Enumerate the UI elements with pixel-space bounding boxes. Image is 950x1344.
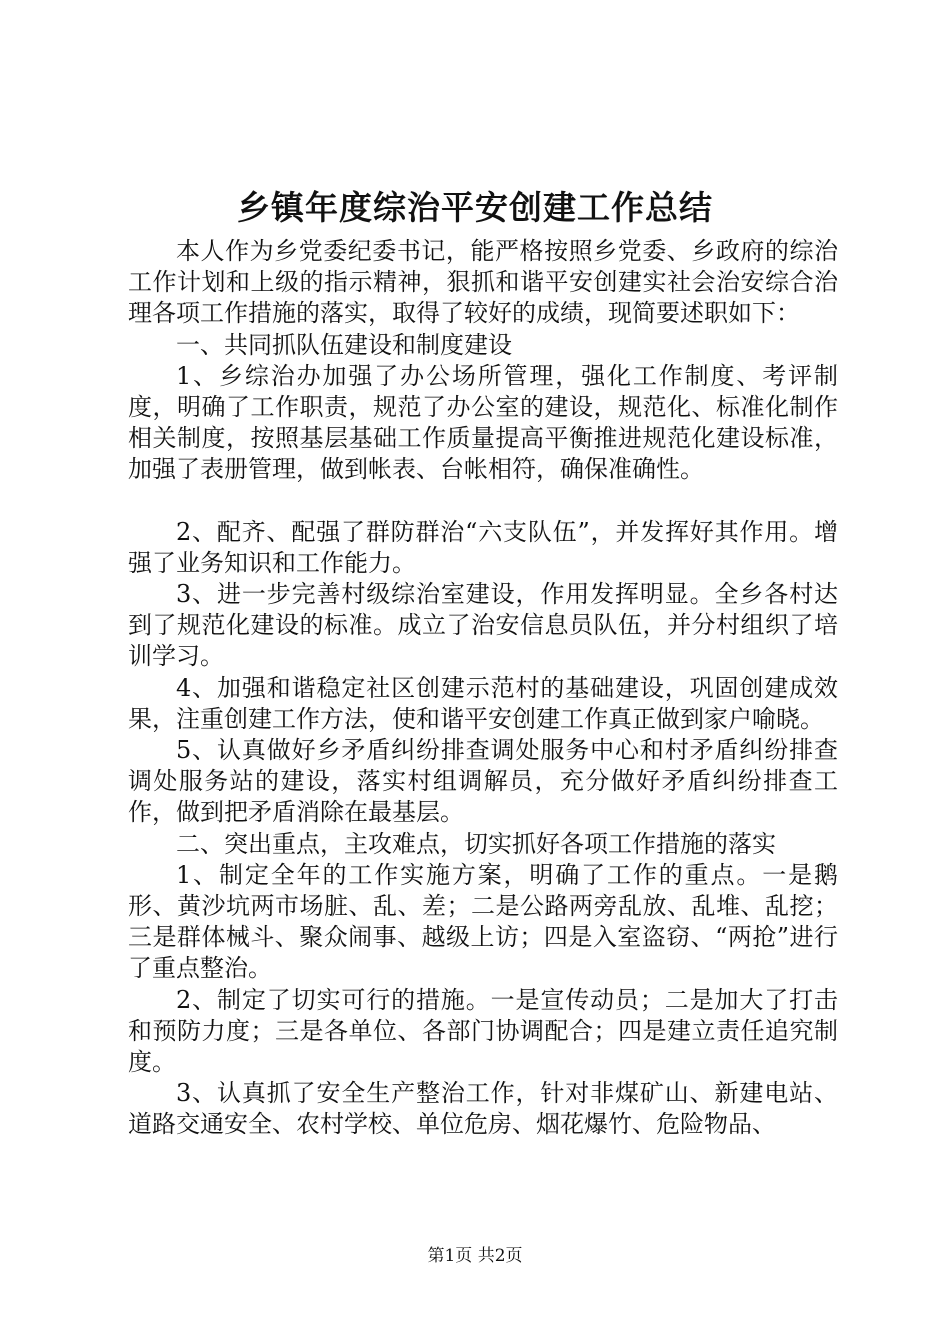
blank-line [128, 486, 838, 517]
paragraph-1-4: 4、加强和谐稳定社区创建示范村的基础建设，巩固创建成效果，注重创建工作方法，使和谐平安创建工作真正做到家户喻晓。 [128, 673, 838, 733]
section-heading-2: 二、突出重点，主攻难点，切实抓好各项工作措施的落实 [176, 829, 776, 858]
paragraph-1-2: 2、配齐、配强了群防群治“六支队伍”，并发挥好其作用。增强了业务知识和工作能力。 [128, 517, 838, 577]
paragraph-1-3: 3、进一步完善村级综治室建设，作用发挥明显。全乡各村达到了规范化建设的标准。成立了治安信息员队伍，并分村组织了培训学习。 [128, 580, 838, 671]
page-number-footer: 第1页 共2页 [427, 1246, 523, 1266]
paragraph-2-1: 1、制定全年的工作实施方案，明确了工作的重点。一是鹅形、黄沙坑两市场脏、乱、差；二是公路两旁乱放、乱堆、乱挖；三是群体械斗、聚众闹事、越级上访；四是入室盗窃、“两抢”进行了重点整治。 [128, 860, 838, 983]
paragraph-2-2: 2、制定了切实可行的措施。一是宣传动员；二是加大了打击和预防力度；三是各单位、各部门协调配合；四是建立责任追究制度。 [128, 985, 838, 1077]
paragraph-1-5: 5、认真做好乡矛盾纠纷排查调处服务中心和村矛盾纠纷排查调处服务站的建设，落实村组调解员，充分做好矛盾纠纷排查工作，做到把矛盾消除在最基层。 [128, 736, 838, 827]
paragraph-1-1: 1、乡综治办加强了办公场所管理，强化工作制度、考评制度，明确了工作职责，规范了办公室的建设，规范化、标准化制作相关制度，按照基层基础工作质量提高平衡推进规范化建设标准，加强了表册管理，做到帐表、台帐相符，确保准确性。 [128, 361, 838, 484]
paragraph-intro: 本人作为乡党委纪委书记，能严格按照乡党委、乡政府的综治工作计划和上级的指示精神，狠抓和谐平安创建实社会治安综合治理各项工作措施的落实，取得了较好的成绩，现简要述职如下： [128, 237, 838, 328]
document-title: 乡镇年度综治平安创建工作总结 [237, 188, 713, 227]
section-heading-1: 一、共同抓队伍建设和制度建设 [176, 330, 512, 359]
paragraph-2-3: 3、认真抓了安全生产整治工作，针对非煤矿山、新建电站、道路交通安全、农村学校、单位危房、烟花爆竹、危险物品、 [128, 1079, 838, 1139]
document-body [128, 236, 838, 1141]
